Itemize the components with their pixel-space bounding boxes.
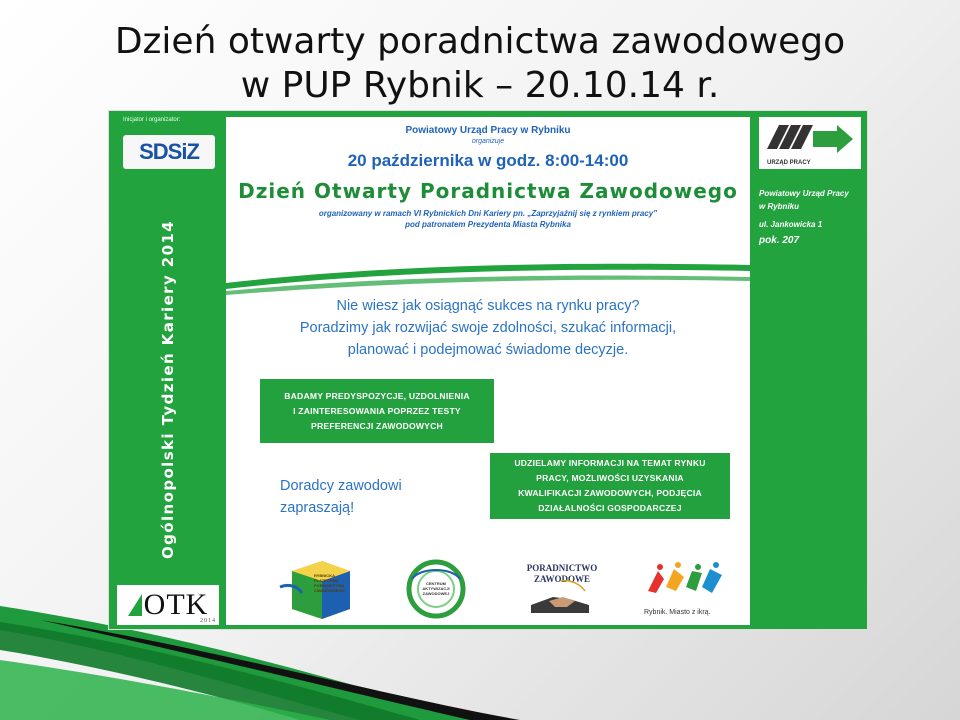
rybnik-figures-icon	[636, 557, 736, 607]
header-event-name: Dzień Otwarty Poradnictwa Zawodowego	[238, 179, 738, 203]
vertical-campaign-text: Ogólnopolski Tydzień Kariery 2014	[159, 219, 177, 559]
header-subtitle-line2: pod patronatem Prezydenta Miasta Rybnika	[405, 220, 571, 229]
urzad-pracy-logo	[759, 117, 861, 169]
offer-box-info-line4: DZIAŁALNOŚCI GOSPODARCZEJ	[538, 503, 682, 513]
offer-box-tests-line2: I ZAINTERESOWANIA POPRZEZ TESTY	[293, 405, 461, 416]
slide-title	[0, 20, 960, 108]
address-line3: ul. Jankowicka 1	[759, 220, 823, 229]
partner-logos	[226, 557, 750, 625]
poradnictwo-logo	[511, 557, 611, 623]
offer-box-tests	[260, 379, 494, 443]
question-line2: Poradzimy jak rozwijać swoje zdolności, szukać informacji,	[299, 320, 677, 336]
urzad-pracy-label: URZĄD PRACY	[767, 160, 811, 166]
header-date: 20 października w godz. 8:00-14:00	[347, 151, 629, 170]
sdsiz-logo-text: SDSiZ	[139, 139, 199, 164]
otk-year: 2014	[200, 618, 216, 624]
header-organizer-sub: organizuje	[471, 138, 505, 145]
address-line4: pok. 207	[759, 235, 800, 246]
initiator-label: Inicjator i organizator:	[123, 117, 181, 123]
otk-triangle-icon	[128, 594, 142, 616]
handshake-icon	[511, 557, 611, 623]
slide-title-line2: w PUP Rybnik – 20.10.14 r.	[240, 65, 720, 106]
header-subtitle	[226, 208, 750, 230]
advisors-line1: Doradcy zawodowi	[280, 478, 402, 494]
question-line3: planować i podejmować świadome decyzje.	[347, 342, 629, 358]
offer-box-info	[490, 453, 730, 519]
sdsiz-logo	[123, 135, 215, 169]
offer-box-info-line2: PRACY, MOŻLIWOŚCI UZYSKANIA	[536, 473, 684, 483]
poradnictwo-logo-text: PORADNICTWO ZAWODOWE	[526, 563, 598, 584]
otk-logo-text: OTK	[143, 588, 209, 621]
header-subtitle-line1: organizowany w ramach VI Rybnickich Dni Kariery pn. „Zaprzyjaźnij się z rynkiem pracy”	[318, 209, 658, 218]
header-organizer: Powiatowy Urząd Pracy w Rybniku	[405, 125, 571, 136]
slide-title-line1: Dzień otwarty poradnictwa zawodowego	[114, 21, 846, 62]
offer-box-tests-line1: BADAMY PREDYSPOZYCJE, UZDOLNIENIA	[284, 390, 470, 401]
office-address	[759, 187, 849, 248]
event-poster	[108, 110, 868, 630]
centrum-logo-text: CENTRUM AKTYWIZACJI ZAWODOWEJ	[422, 581, 450, 596]
offer-box-info-line3: KWALIFIKACJI ZAWODOWYCH, PODJĘCIA	[518, 488, 702, 498]
offer-box-info-line1: UDZIELAMY INFORMACJI NA TEMAT RYNKU	[514, 458, 706, 468]
otk-logo	[117, 585, 219, 625]
poster-main-area	[226, 117, 750, 625]
rybnik-city-logo	[636, 557, 736, 623]
question-line1: Nie wiesz jak osiągnąć sukces na rynku pracy?	[336, 298, 640, 314]
rybnik-city-logo-text: Rybnik. Miasto z ikrą.	[644, 609, 711, 616]
address-line1: Powiatowy Urząd Pracy	[759, 189, 849, 198]
advisors-invite	[280, 475, 402, 519]
advisors-line2: zapraszają!	[280, 500, 355, 516]
platform-logo	[276, 557, 356, 623]
poster-right-panel	[755, 117, 865, 625]
platform-logo-text: RYBNICKA PLATFORMA PORADNICTWA ZAWODOWEGO	[314, 573, 345, 593]
offer-box-tests-line3: PREFERENCJI ZAWODOWYCH	[311, 420, 443, 431]
question-text	[226, 295, 750, 361]
poster-left-band	[109, 111, 224, 631]
address-line2: w Rybniku	[759, 202, 800, 211]
green-wave-divider	[226, 257, 750, 297]
centrum-logo	[396, 557, 476, 623]
